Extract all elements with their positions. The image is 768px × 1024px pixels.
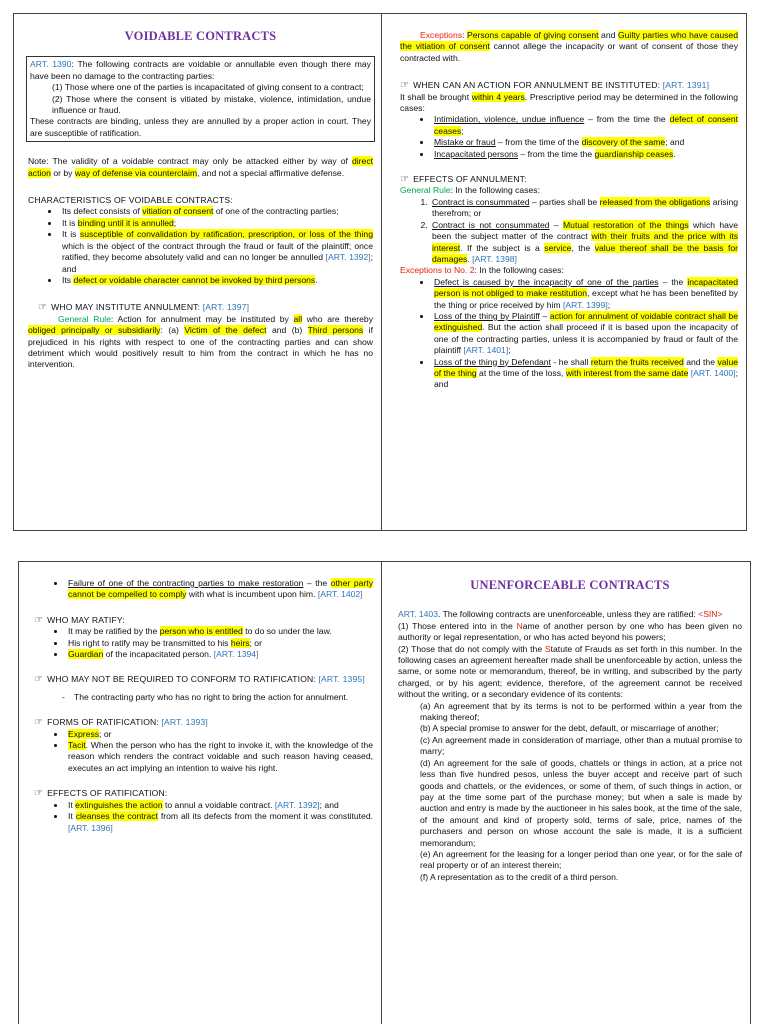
list-item: • It cleanses the contract from all its defects from the moment it was constituted. [ART. 1396] [66,811,373,834]
pointing-hand-icon: ☞ [34,717,44,729]
characteristics-list [60,206,373,286]
voidable-contracts-card [13,13,382,531]
not-required-list [62,692,373,703]
pointing-hand-icon: ☞ [400,174,410,186]
section-heading: ☞ EFFECTS OF ANNULMENT: [400,174,527,186]
ratification-effects-list [66,800,373,834]
list-item: • Guardian of the incapacitated person. [ART. 1394] [66,649,373,660]
art-1390-box: ART. 1390: The following contracts are voidable or annullable even though there may have been no damage to the contracting parties: (1) Those where one of the parties is incapacitated of giving consent to a contract; (2) Those where the consent is vitiated by mistake, violence, intimidation, undue influence or fraud. These contracts are binding, unless they are annulled by a proper action in court. They are susceptible of ratification. [26,56,375,142]
general-rule-paragraph: General Rule: Action for annulment may be instituted by all who are thereby obliged principally or subsidiarily: (a) Victim of the defect and (b) Third persons if prejudiced in his rights with respect to one of the contracting parties and can show detriment which would positively result to him from the contract in which he has no intervention. [28,313,374,370]
annulment-effects-list [430,197,738,265]
list-item: • Loss of the thing by Defendant - he shall return the fruits received and the value of the thing at the time of the loss, with interest from the same date [ART. 1400]; and [432,357,738,391]
exceptions-paragraph: Exceptions: Persons capable of giving consent and Guilty parties who have caused the vitiation of consent cannot allege the incapacity or want of consent of those they contracted with. [400,30,738,63]
list-item: • Defect is caused by the incapacity of one of the parties – the incapacitated person is not obliged to make restitution, except what he has been benefited by the thing or price received by him [ART. 1399]; [432,277,738,311]
list-item: (e) An agreement for the leasing for a longer period than one year, or for the sale of real property or of an interest therein; [420,848,742,871]
forms-list [66,729,373,775]
list-item: 2. Contract is not consummated – Mutual restoration of the things which have been the subject matter of the contract with their fruits and the price with its interest. If the subject is a service, the value thereof shall be the basis for damages. [ART. 1398] [430,220,738,266]
section-heading: ☞ EFFECTS OF RATIFICATION: [34,788,168,800]
section-heading: ☞ WHO MAY NOT BE REQUIRED TO CONFORM TO RATIFICATION: [ART. 1395] [34,674,365,686]
who-may-ratify-list [66,626,373,660]
list-item: (2) Those where the consent is vitiated by mistake, violence, intimidation, undue influence or fraud. [52,93,371,116]
list-item: • Loss of the thing by Plaintiff – action for annulment of voidable contract shall be extinguished. But the action shall proceed if it is based upon the incapacity of one of the contracting parties, unless it is accompanied by fraud or fault of the plaintiff [ART. 1401]; [432,311,738,357]
list-item: (1) Those where one of the parties is incapacitated of giving consent to a contract; [52,82,364,93]
paragraph-1: (1) Those entered into in the Name of another person by one who has been given no authority or legal representation, or who has acted beyond his powers; [398,620,742,643]
card-title: VOIDABLE CONTRACTS [124,29,277,43]
list-item: • His right to ratify may be transmitted to his heirs; or [66,638,373,649]
list-item: • It is binding until it is annulled; [60,218,373,229]
note-paragraph: Note: The validity of a voidable contract may only be attacked either by way of direct action or by way of defense via counterclaim, and not a special affirmative defense. [28,156,373,178]
section-heading: CHARACTERISTICS OF VOIDABLE CONTRACTS: [28,195,233,206]
paragraph-2: (2) Those that do not comply with the Statute of Frauds as set forth in this number. In the following cases an agreement hereafter made shall be unenforceable by action, unless the same, or some note or memorandum, thereof, be in writing, and subscribed by the party charged, or by his agent; evidence, therefore, of the agreement cannot be received without the writing, or a secondary evidence of its contents: [398,643,742,700]
list-item: • Mistake or fraud – from the time of the discovery of the same; and [432,137,738,148]
prescriptive-period-list [432,114,738,160]
ratification-card [18,561,382,1024]
section-heading: ☞ WHO MAY INSTITUTE ANNULMENT: [ART. 1397] [38,302,250,314]
card-title: UNENFORCEABLE CONTRACTS [470,578,670,592]
section-heading: ☞ WHEN CAN AN ACTION FOR ANNULMENT BE INSTITUTED: [ART. 1391] [400,80,710,92]
section-heading: ☞ WHO MAY RATIFY: [34,614,125,626]
list-item: • Its defect consists of vitiation of consent of one of the contracting parties; [60,206,373,217]
article-ref: ART. 1390 [30,59,72,70]
list-item: • Express; or [66,729,373,740]
list-item: • It is susceptible of convalidation by ratification, prescription, or loss of the thing which is the object of the contract through the fraud or fault of the plaintiff; once ratified, they become absolutely valid and can no longer be annulled [ART. 1392]; and [60,229,373,275]
list-item: • It extinguishes the action to annul a voidable contract. [ART. 1392]; and [66,800,373,811]
list-item: 1. Contract is consummated – parties shall be released from the obligations arising therefrom; or [430,197,738,220]
list-item: (b) A special promise to answer for the debt, default, or miscarriage of another; [420,723,719,734]
pointing-hand-icon: ☞ [400,80,410,92]
list-item: • Failure of one of the contracting parties to make restoration – the other party cannot be compelled to comply with what is incumbent upon him. [ART. 1402] [66,578,373,601]
list-item: • It may be ratified by the person who is entitled to do so under the law. [66,626,373,637]
list-item: • Intimidation, violence, undue influence – from the time the defect of consent ceases; [432,114,738,137]
voidable-contracts-continued-card: Exceptions: Persons capable of giving consent and Guilty parties who have caused the vitiation of consent cannot allege the incapacity or want of consent of those they contracted with. ☞ WHEN CAN AN ACTION FOR ANNULMENT BE INSTITUTED: [ART. 1391] It shall be brought within 4 years. Prescriptive period may be determined in the following cases: • Intimidation, violence, undue influence – from the time the defect of consent ceases; • Mistake or fraud – from the time of the discovery of the same; and • Incapacitated persons – from the time the guardianship ceases. ☞ EFFECTS OF ANNULMENT: General Rule: In the following cases: 1. Contract is consummated – parties shall be released from the obligations arising therefrom; or 2. Contract is not consummated – Mutual restoration of the things which have been the subject matter of the contract with their fruits and the price with its interest. If the subject is a service, the value thereof shall be the basis for damages. [ART. 1398] Exceptions to No. 2: In the following cases: • Defect is caused by the incapacity of one of the parties – the incapacitated person is not obliged to make restitution, except what he has been benefited by the thing or price received by him [ART. 1399]; • Loss of the thing by Plaintiff – action for annulment of voidable contract shall be extinguished. But the action shall proceed if it is based upon the incapacity of one of the contracting parties, unless it is accompanied by fraud or fault of the plaintiff [ART. 1401]; • Loss of the thing by Defendant - he shall return the fruits received and the value of the thing at the time of the loss, with interest from the same date [ART. 1400]; and [381,13,747,531]
list-item: (c) An agreement made in consideration of marriage, other than a mutual promise to marry; [420,734,742,757]
pointing-hand-icon: ☞ [38,302,48,314]
restoration-list [66,578,373,601]
list-item: • Tacit. When the person who has the right to invoke it, with the knowledge of the reason which renders the contract voidable and such reason having ceased, executes an act implying an intention to waive his right. [66,740,373,774]
list-item: • Incapacitated persons – from the time the guardianship ceases. [432,149,738,160]
list-item: - The contracting party who has no right to bring the action for annulment. [62,692,373,703]
pointing-hand-icon: ☞ [34,788,44,800]
pointing-hand-icon: ☞ [34,674,44,686]
section-heading: ☞ FORMS OF RATIFICATION: [ART. 1393] [34,717,208,729]
list-item: (a) An agreement that by its terms is not to be performed within a year from the making thereof; [420,700,742,723]
exceptions-list [432,277,738,391]
art-1403-paragraph: ART. 1403. The following contracts are unenforceable, unless they are ratified: <SIN> [398,609,723,620]
list-item: (f) A representation as to the credit of a third person. [420,871,619,882]
list-item: • Its defect or voidable character cannot be invoked by third persons. [60,275,373,286]
pointing-hand-icon: ☞ [34,614,44,626]
list-item: (d) An agreement for the sale of goods, chattels or things in action, at a price not less than five hundred pesos, unless the buyer accept and receive part of such goods and chattels, or the evidences, or some of them, of such things in action, or pay at the time some part of the purchase money; but when a sale is made by auction and entry is made by the auctioneer in his sales book, at the time of the sale, of the amount and kind of property sold, terms of sale, price, names of the purchasers and person on whose account the sale is made, it is a sufficient memorandum; [420,757,742,848]
unenforceable-contracts-card [381,561,751,1024]
